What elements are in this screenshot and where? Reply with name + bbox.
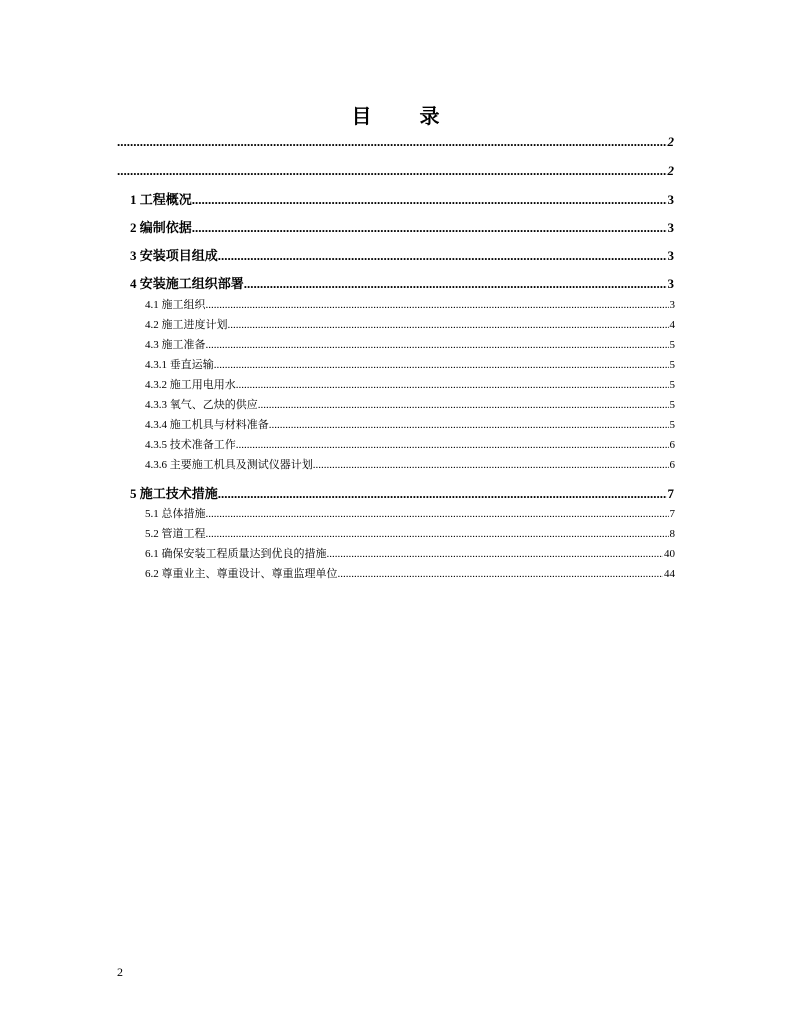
- toc-entry-page: 5: [669, 339, 675, 351]
- toc-entry[interactable]: [130, 220, 674, 236]
- toc-entry[interactable]: [145, 317, 675, 333]
- toc-entry-label: 4.3.1 垂直运输: [145, 359, 214, 371]
- toc-entry-page: 2: [667, 163, 674, 178]
- toc-entry-page: 40: [664, 548, 675, 560]
- toc-entry[interactable]: [145, 417, 675, 433]
- toc-dot-leader: [206, 506, 669, 522]
- toc-entry-label: 4.3.5 技术准备工作: [145, 439, 236, 451]
- toc-entry-label: 6.1 确保安装工程质量达到优良的措施: [145, 548, 327, 560]
- toc-entry-page: 44: [664, 568, 675, 580]
- toc-dot-leader: [218, 486, 667, 502]
- toc-entry-page: 2: [667, 134, 674, 149]
- toc-entry-page: 3: [667, 248, 674, 263]
- toc-entry[interactable]: [145, 377, 675, 393]
- toc-entry[interactable]: [145, 357, 675, 373]
- toc-dot-leader: [338, 566, 664, 582]
- toc-entry-label: 4.3 施工准备: [145, 339, 206, 351]
- toc-entry-page: 5: [669, 399, 675, 411]
- toc-entry-page: 7: [669, 508, 675, 520]
- toc-dot-leader: [117, 134, 667, 150]
- toc-title: 目 录: [351, 106, 454, 128]
- toc-dot-leader: [206, 337, 669, 353]
- toc-entry-page: 6: [669, 439, 675, 451]
- toc-entry[interactable]: [145, 297, 675, 313]
- toc-entry[interactable]: [145, 546, 675, 562]
- toc-entry[interactable]: [145, 566, 675, 582]
- toc-entry[interactable]: [130, 276, 674, 292]
- toc-entry-page: 3: [669, 299, 675, 311]
- toc-entry-label: 1 工程概况: [130, 192, 192, 207]
- toc-dot-leader: [192, 192, 667, 208]
- toc-dot-leader: [327, 546, 664, 562]
- toc-entry-page: 3: [667, 220, 674, 235]
- toc-entry-page: 7: [667, 486, 674, 501]
- toc-entry[interactable]: [117, 163, 674, 179]
- toc-entry[interactable]: [117, 134, 674, 150]
- page-number: 2: [117, 965, 123, 979]
- toc-entry-label: 4.3.3 氧气、乙炔的供应: [145, 399, 258, 411]
- toc-dot-leader: [258, 397, 669, 413]
- toc-entry[interactable]: [130, 248, 674, 264]
- toc-dot-leader: [206, 297, 669, 313]
- toc-entry-page: 5: [669, 419, 675, 431]
- toc-entry-label: 4.3.6 主要施工机具及测试仪器计划: [145, 459, 313, 471]
- toc-dot-leader: [192, 220, 667, 236]
- toc-dot-leader: [244, 276, 667, 292]
- toc-entry-label: 4.2 施工进度计划: [145, 319, 228, 331]
- toc-entry[interactable]: [145, 397, 675, 413]
- toc-dot-leader: [117, 163, 667, 179]
- toc-dot-leader: [236, 437, 669, 453]
- toc-entry-page: 5: [669, 379, 675, 391]
- toc-dot-leader: [218, 248, 667, 264]
- toc-entry-label: 4 安装施工组织部署: [130, 276, 244, 291]
- toc-entry[interactable]: [145, 526, 675, 542]
- toc-dot-leader: [214, 357, 669, 373]
- toc-entry[interactable]: [130, 192, 674, 208]
- toc-entry-page: 6: [669, 459, 675, 471]
- toc-entry-label: 4.3.2 施工用电用水: [145, 379, 236, 391]
- toc-entry-label: 5.2 管道工程: [145, 528, 206, 540]
- toc-dot-leader: [228, 317, 669, 333]
- toc-entry-page: 3: [667, 192, 674, 207]
- toc-dot-leader: [269, 417, 669, 433]
- toc-entry[interactable]: [130, 486, 674, 502]
- toc-entry[interactable]: [145, 457, 675, 473]
- toc-entry-label: 4.3.4 施工机具与材料准备: [145, 419, 269, 431]
- toc-entry[interactable]: [145, 506, 675, 522]
- toc-dot-leader: [236, 377, 669, 393]
- toc-entry-page: 4: [669, 319, 675, 331]
- toc-entry-label: 3 安装项目组成: [130, 248, 218, 263]
- toc-entry-label: 5.1 总体措施: [145, 508, 206, 520]
- toc-entry-label: 2 编制依据: [130, 220, 192, 235]
- toc-entry[interactable]: [145, 437, 675, 453]
- toc-entry-page: 8: [669, 528, 675, 540]
- toc-dot-leader: [206, 526, 669, 542]
- toc-entry-page: 5: [669, 359, 675, 371]
- toc-entry-label: 5 施工技术措施: [130, 486, 218, 501]
- toc-entry-label: 4.1 施工组织: [145, 299, 206, 311]
- toc-entry-page: 3: [667, 276, 674, 291]
- toc-entry[interactable]: [145, 337, 675, 353]
- toc-entry-label: 6.2 尊重业主、尊重设计、尊重监理单位: [145, 568, 338, 580]
- toc-dot-leader: [313, 457, 669, 473]
